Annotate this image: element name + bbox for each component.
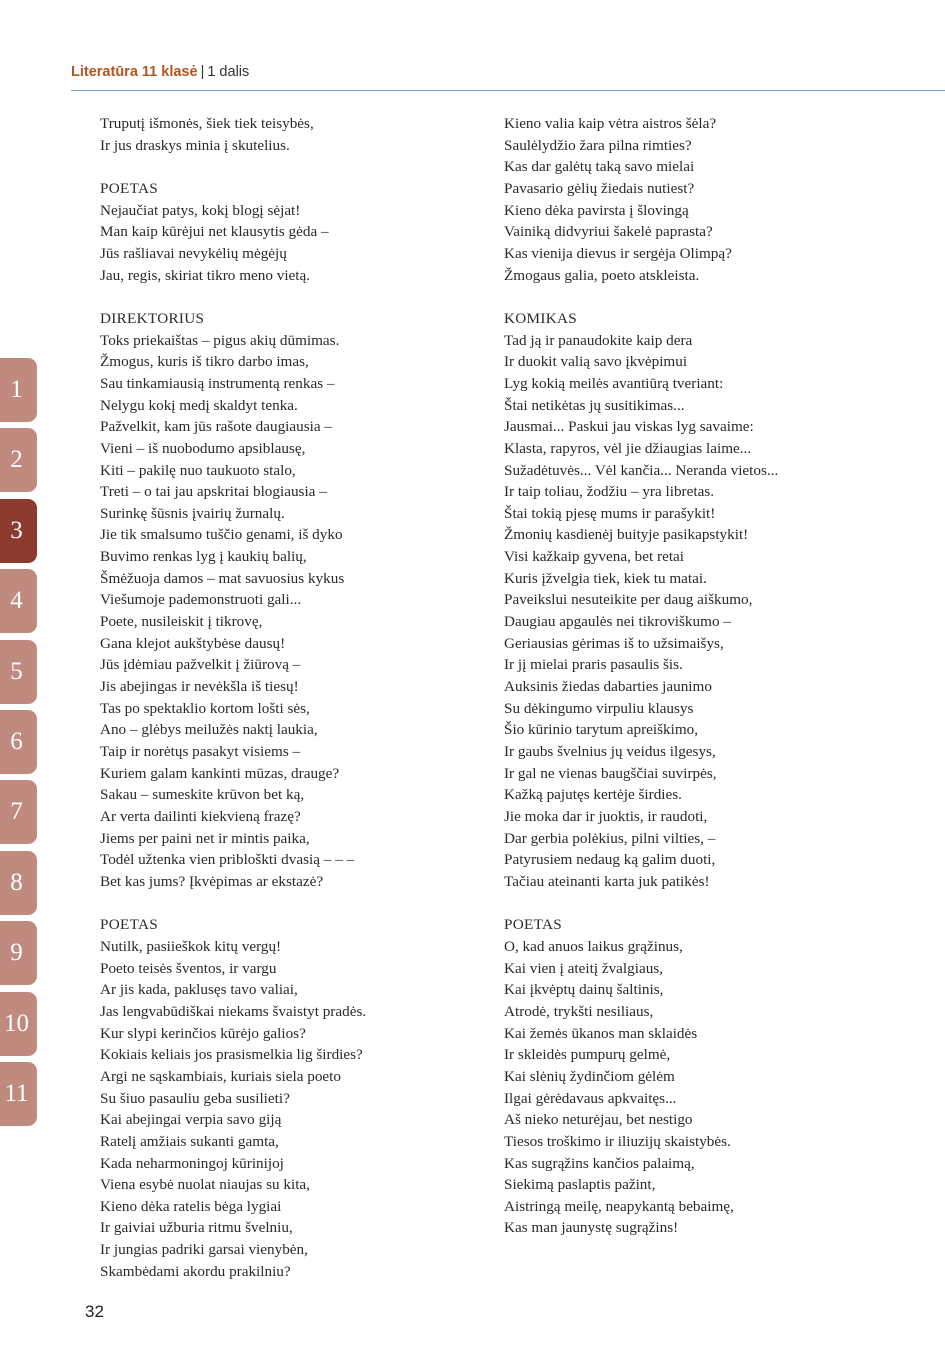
verse-line: Kokiais keliais jos prasismelkia lig širdies? xyxy=(100,1046,363,1064)
verse-line: Jūs įdėmiau pažvelkit į žiūrovą – xyxy=(100,656,301,674)
verse-line: Ir taip toliau, žodžiu – yra libretas. xyxy=(504,483,715,501)
verse-line: Daugiau apgaulės nei tikroviškumo – xyxy=(504,613,731,631)
verse-line: Nelygu kokį medį skaldyt tenka. xyxy=(100,396,298,414)
verse-line: Nejaučiat patys, kokį blogį sėjat! xyxy=(100,201,301,219)
verse-line: Klasta, rapyros, vėl jie džiaugias laime... xyxy=(504,439,752,457)
header-divider xyxy=(71,90,945,91)
verse-line: Viešumoje pademonstruoti gali... xyxy=(100,591,302,609)
verse-line: Kieno dėka ratelis bėga lygiai xyxy=(100,1197,282,1215)
verse-line: Todėl užtenka vien pribloškti dvasią – – – xyxy=(100,851,355,869)
verse-line: Ir skleidės pumpurų gelmė, xyxy=(504,1046,671,1064)
speaker-name: DIREKTORIUS xyxy=(100,309,205,327)
verse-line: Jie moka dar ir juoktis, ir raudoti, xyxy=(504,808,708,825)
verse-line: Jie tik smalsumo tuščio genami, iš dyko xyxy=(100,526,343,544)
verse-line: Tas po spektaklio kortom lošti sės, xyxy=(100,699,310,717)
left-text-column xyxy=(100,113,490,1282)
stanza xyxy=(100,914,490,1282)
verse-line: Kai įkvėptų dainų šaltinis, xyxy=(504,981,664,999)
chapter-tab-5[interactable]: 5 xyxy=(0,640,37,704)
book-part: 1 dalis xyxy=(207,64,250,80)
verse-line: Tačiau ateinanti karta juk patikės! xyxy=(504,872,710,890)
verse-line: Sužadėtuvės... Vėl kančia... Neranda vietos... xyxy=(504,461,779,479)
verse-line: Kas dar galėtų taką savo mielai xyxy=(504,158,695,176)
right-text-column xyxy=(504,113,924,1239)
verse-line: Sau tinkamiausią instrumentą renkas – xyxy=(100,374,335,392)
verse-line: Siekimą paslaptis pažint, xyxy=(504,1176,656,1194)
verse-line: Aš nieko neturėjau, bet nestigo xyxy=(504,1111,693,1129)
chapter-tab-2[interactable]: 2 xyxy=(0,428,37,492)
verse-line: Kas man jaunystę sugrąžins! xyxy=(504,1219,679,1237)
verse-line: Štai tokią pjesę mums ir parašykit! xyxy=(504,504,716,522)
verse-line: Kai vien į ateitį žvalgiaus, xyxy=(504,959,663,977)
verse-line: Ir gal ne vienas baugščiai suvirpės, xyxy=(504,764,717,782)
verse-line: Dar gerbia polėkius, pilni vilties, – xyxy=(504,829,716,847)
verse-line: Ir jus draskys minia į skutelius. xyxy=(100,136,290,154)
verse-line: Poeto teisės šventos, ir vargu xyxy=(100,959,277,977)
verse-line: Ir gaiviai užburia ritmu švelniu, xyxy=(100,1219,293,1237)
header-separator: | xyxy=(200,64,205,80)
verse-line: Kai abejingai verpia savo giją xyxy=(100,1111,282,1129)
verse-line: Su šiuo pasauliu geba susilieti? xyxy=(100,1089,290,1107)
verse-line: Tiesos troškimo ir iliuzijų skaistybės. xyxy=(504,1132,731,1150)
verse-line: Nutilk, pasiieškok kitų vergų! xyxy=(100,937,282,955)
verse-line: O, kad anuos laikus grąžinus, xyxy=(504,937,683,955)
chapter-tab-4[interactable]: 4 xyxy=(0,569,37,633)
stanza xyxy=(504,914,924,1239)
verse-line: Treti – o tai jau apskritai blogiausia – xyxy=(100,483,327,501)
verse-line: Viena esybė nuolat niaujas su kita, xyxy=(100,1176,310,1194)
verse-line: Kieno dėka pavirsta į šlovingą xyxy=(504,201,689,219)
verse-line: Štai netikėtas jų susitikimas... xyxy=(504,396,685,414)
verse-line: Toks priekaištas – pigus akių dūmimas. xyxy=(100,331,340,349)
chapter-tab-3[interactable]: 3 xyxy=(0,499,37,563)
chapter-tab-9[interactable]: 9 xyxy=(0,921,37,985)
page-number: 32 xyxy=(85,1302,104,1321)
verse-line: Gana klejot aukštybėse dausų! xyxy=(100,634,286,652)
stanza xyxy=(504,308,924,893)
chapter-tab-10[interactable]: 10 xyxy=(0,992,37,1056)
stanza xyxy=(100,178,490,286)
verse-line: Jiems per paini net ir mintis paika, xyxy=(100,829,310,847)
verse-line: Kiti – pakilę nuo taukuoto stalo, xyxy=(100,461,296,479)
verse-line: Kieno valia kaip vėtra aistros šėla? xyxy=(504,115,717,132)
chapter-tab-1[interactable]: 1 xyxy=(0,358,37,422)
verse-line: Kas sugrąžins kančios palaimą, xyxy=(504,1154,695,1172)
verse-line: Kada neharmoningoj kūrinijoj xyxy=(100,1154,284,1172)
verse-line: Ilgai gėrėdavaus apkvaitęs... xyxy=(504,1089,677,1107)
verse-line: Sakau – sumeskite krūvon bet ką, xyxy=(100,786,305,804)
verse-line: Auksinis žiedas dabarties jaunimo xyxy=(504,678,712,696)
speaker-name: POETAS xyxy=(504,916,562,934)
stanza xyxy=(504,113,924,286)
verse-line: Paveikslui nesuteikite per daug aiškumo, xyxy=(504,591,753,609)
verse-line: Jūs rašliavai nevykėlių mėgėjų xyxy=(100,244,287,262)
chapter-tab-6[interactable]: 6 xyxy=(0,710,37,774)
chapter-tab-8[interactable]: 8 xyxy=(0,851,37,915)
chapter-tab-11[interactable]: 11 xyxy=(0,1062,37,1126)
verse-line: Aistringą meilę, neapykantą bebaimę, xyxy=(504,1197,734,1215)
speaker-name: KOMIKAS xyxy=(504,309,577,327)
verse-line: Saulėlydžio žara pilna rimties? xyxy=(504,136,692,154)
verse-line: Visi kažkaip gyvena, bet retai xyxy=(504,548,685,566)
verse-line: Atrodė, trykšti nesiliaus, xyxy=(504,1002,654,1020)
verse-line: Geriausias gėrimas iš to užsimaišys, xyxy=(504,634,724,652)
verse-line: Pažvelkit, kam jūs rašote daugiausia – xyxy=(100,418,332,436)
verse-line: Ir jungias padriki garsai vienybėn, xyxy=(100,1241,308,1259)
verse-line: Kai slėnių žydinčiom gėlėm xyxy=(504,1067,675,1085)
verse-line: Kas vienija dievus ir sergėja Olimpą? xyxy=(504,244,732,262)
verse-line: Truputį išmonės, šiek tiek teisybės, xyxy=(100,115,314,132)
verse-line: Su dėkingumo virpuliu klausys xyxy=(504,699,694,717)
verse-line: Man kaip kūrėjui net klausytis gėda – xyxy=(100,223,329,241)
verse-line: Ar verta dailinti kiekvieną frazę? xyxy=(100,808,301,825)
verse-line: Kažką pajutęs kertėje širdies. xyxy=(504,786,682,804)
verse-line: Jas lengvabūdiškai niekams švaistyt pradės. xyxy=(100,1002,367,1020)
verse-line: Jau, regis, skiriat tikro meno vietą. xyxy=(100,266,311,284)
verse-line: Bet kas jums? Įkvėpimas ar ekstazė? xyxy=(100,872,324,890)
verse-line: Ano – glėbys meilužės naktį laukia, xyxy=(100,721,318,739)
chapter-tab-7[interactable]: 7 xyxy=(0,780,37,844)
verse-line: Jis abejingas ir nevėkšla iš tiesų! xyxy=(100,678,299,696)
verse-line: Taip ir norėtųs pasakyt visiems – xyxy=(100,743,301,761)
verse-line: Pavasario gėlių žiedais nutiest? xyxy=(504,179,695,197)
verse-line: Ir gaubs švelnius jų veidus ilgesys, xyxy=(504,743,716,761)
verse-line: Vainiką didvyriui šakelė paprasta? xyxy=(504,223,713,241)
verse-line: Surinkę šūsnis įvairių žurnalų. xyxy=(100,504,285,522)
speaker-name: POETAS xyxy=(100,179,158,197)
stanza xyxy=(100,308,490,893)
verse-line: Ir jį mielai praris pasaulis šis. xyxy=(504,656,683,674)
verse-line: Žmogaus galia, poeto atskleista. xyxy=(504,266,700,284)
verse-line: Ratelį amžiais sukanti gamta, xyxy=(100,1132,279,1150)
verse-line: Argi ne sąskambiais, kuriais siela poeto xyxy=(100,1067,341,1085)
verse-line: Poete, nusileiskit į tikrovę, xyxy=(100,613,263,631)
stanza xyxy=(100,113,490,156)
verse-line: Lyg kokią meilės avantiūrą tveriant: xyxy=(504,374,724,392)
verse-line: Šio kūrinio tarytum apreiškimo, xyxy=(504,721,699,739)
verse-line: Šmėžuoja damos – mat savuosius kykus xyxy=(100,569,345,587)
verse-line: Buvimo renkas lyg į kaukių balių, xyxy=(100,548,307,566)
verse-line: Jausmai... Paskui jau viskas lyg savaime: xyxy=(504,418,754,436)
verse-line: Kuris įžvelgia tiek, kiek tu matai. xyxy=(504,569,707,587)
verse-line: Patyrusiem nedaug ką galim duoti, xyxy=(504,851,716,869)
verse-line: Žmogus, kuris iš tikro darbo imas, xyxy=(100,353,309,371)
speaker-name: POETAS xyxy=(100,916,158,934)
verse-line: Vieni – iš nuobodumo apsiblausę, xyxy=(100,439,306,457)
verse-line: Ir duokit valią savo įkvėpimui xyxy=(504,353,688,371)
verse-line: Kai žemės ūkanos man sklaidės xyxy=(504,1024,698,1042)
verse-line: Skambėdami akordu prakilniu? xyxy=(100,1262,291,1280)
running-header xyxy=(71,62,249,82)
verse-line: Tad ją ir panaudokite kaip dera xyxy=(504,331,693,349)
book-title: Literatūra 11 klasė xyxy=(71,64,198,80)
verse-line: Žmonių kasdienėj buityje pasikapstykit! xyxy=(504,526,749,544)
verse-line: Kuriem galam kankinti mūzas, drauge? xyxy=(100,764,340,782)
verse-line: Kur slypi kerinčios kūrėjo galios? xyxy=(100,1024,306,1042)
verse-line: Ar jis kada, paklusęs tavo valiai, xyxy=(100,981,298,999)
